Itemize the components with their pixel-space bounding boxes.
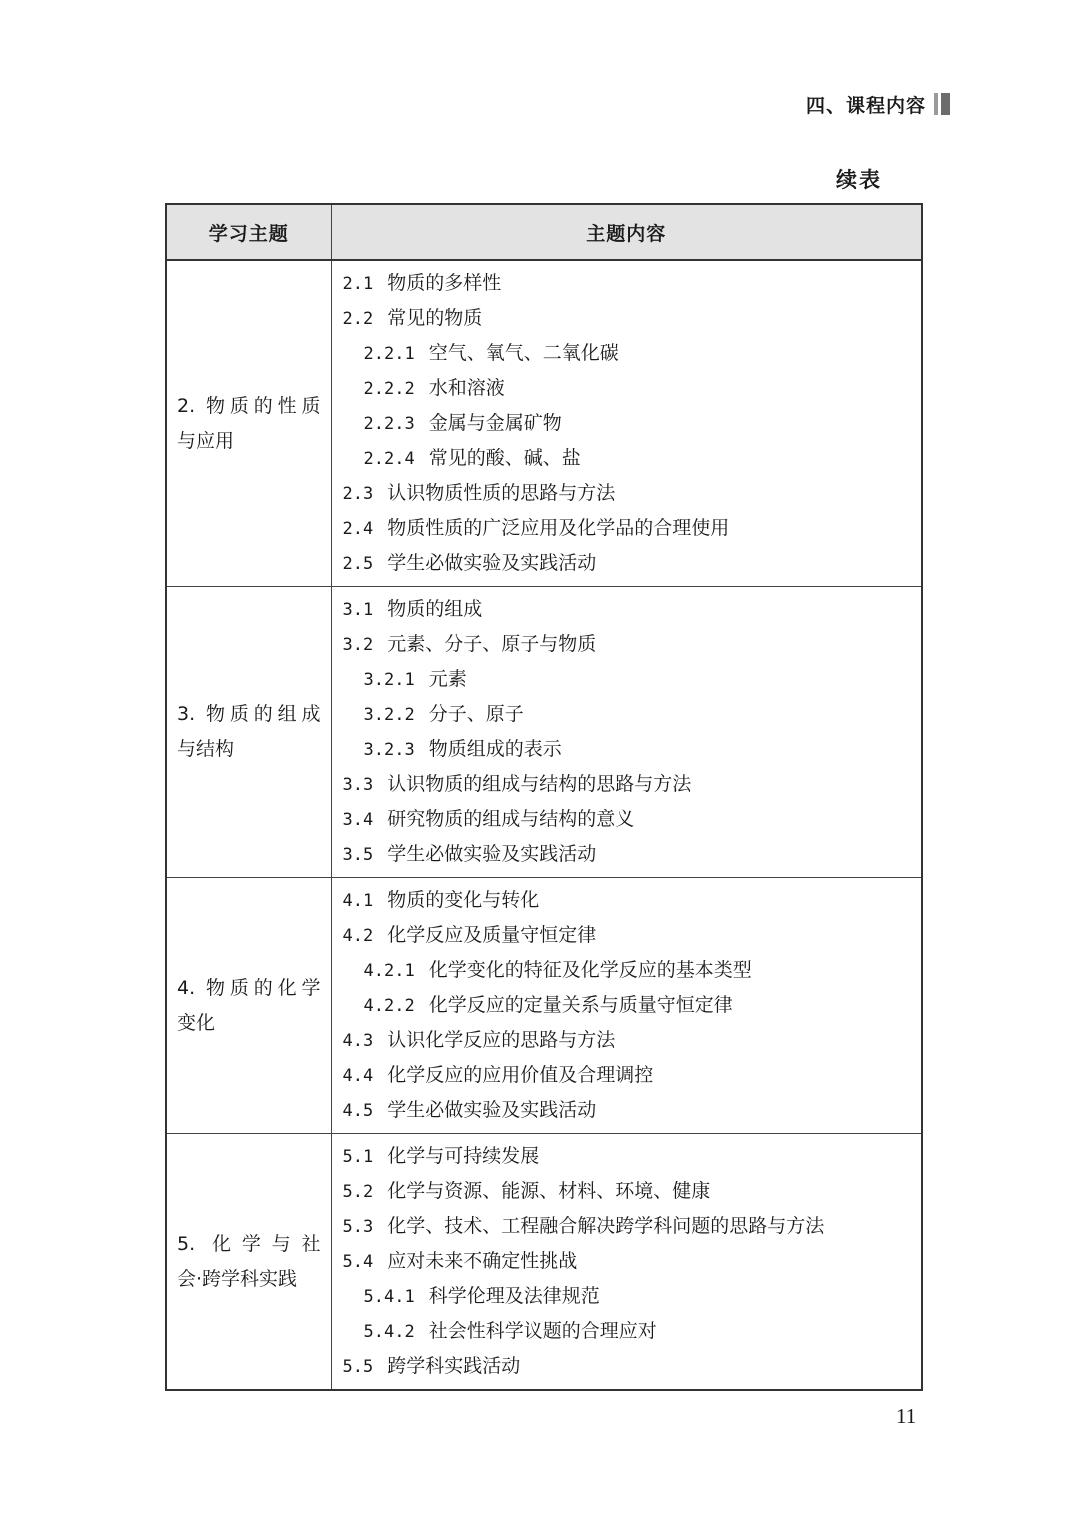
item-text: 认识物质性质的思路与方法	[387, 482, 616, 504]
item-number: 3.2.1	[363, 670, 415, 690]
content-item	[343, 1349, 912, 1384]
header-topic: 学习主题	[166, 204, 331, 260]
content-subitem	[343, 441, 912, 476]
content-table	[165, 203, 923, 1391]
item-text: 跨学科实践活动	[387, 1355, 521, 1377]
content-subitem	[343, 406, 912, 441]
item-number: 4.1	[342, 891, 374, 911]
item-number: 2.2.3	[363, 414, 415, 434]
header-bar-decoration	[934, 93, 950, 115]
content-item	[343, 627, 912, 662]
content-cell	[331, 878, 922, 1134]
content-subitem	[343, 662, 912, 697]
item-text: 研究物质的组成与结构的意义	[387, 808, 635, 830]
item-number: 2.4	[342, 519, 374, 539]
topic-cell	[166, 587, 331, 878]
topic-title-line2: 与结构	[177, 738, 235, 760]
content-cell	[331, 1134, 922, 1391]
item-text: 社会性科学议题的合理应对	[428, 1320, 657, 1342]
item-number: 5.4.2	[363, 1322, 415, 1342]
item-number: 3.2.3	[363, 740, 415, 760]
item-text: 应对未来不确定性挑战	[387, 1250, 578, 1272]
topic-title-line1: 4. 物质的化学	[177, 976, 321, 999]
header-bar-thin	[934, 93, 938, 115]
continued-label: 续表	[836, 168, 882, 192]
topic-title-line1: 2. 物质的性质	[177, 394, 321, 417]
content-item	[343, 1058, 912, 1093]
content-item	[343, 1209, 912, 1244]
topic-title-line2: 与应用	[177, 429, 235, 452]
item-text: 物质的组成	[387, 598, 483, 620]
item-number: 2.3	[342, 484, 374, 504]
item-number: 3.2.2	[363, 705, 415, 725]
content-item	[343, 837, 912, 872]
content-item	[343, 918, 912, 953]
item-text: 物质的变化与转化	[387, 889, 540, 911]
content-subitem	[343, 336, 912, 371]
item-text: 物质性质的广泛应用及化学品的合理使用	[387, 517, 730, 539]
item-text: 化学变化的特征及化学反应的基本类型	[428, 959, 752, 981]
item-number: 5.3	[342, 1217, 374, 1237]
item-text: 元素	[428, 668, 467, 690]
item-text: 化学、技术、工程融合解决跨学科问题的思路与方法	[387, 1215, 825, 1237]
topic-cell	[166, 1134, 331, 1391]
item-text: 化学与可持续发展	[387, 1145, 540, 1167]
page-number: 11	[896, 1404, 917, 1428]
item-number: 2.1	[342, 274, 374, 294]
item-number: 4.5	[342, 1101, 374, 1121]
item-text: 化学反应的定量关系与质量守恒定律	[428, 994, 733, 1016]
item-number: 5.2	[342, 1182, 374, 1202]
table-row	[166, 878, 922, 1134]
topic-cell	[166, 260, 331, 587]
content-item	[343, 1093, 912, 1128]
item-number: 4.2.2	[363, 996, 415, 1016]
content-cell	[331, 260, 922, 587]
content-item	[343, 1174, 912, 1209]
item-number: 5.5	[342, 1357, 374, 1377]
item-number: 5.4	[342, 1252, 374, 1272]
content-item	[343, 301, 912, 336]
item-number: 2.2.2	[363, 379, 415, 399]
item-number: 2.5	[342, 554, 374, 574]
item-text: 学生必做实验及实践活动	[387, 1099, 597, 1121]
content-subitem	[343, 953, 912, 988]
content-item	[343, 266, 912, 301]
item-number: 4.4	[342, 1066, 374, 1086]
item-text: 化学反应的应用价值及合理调控	[387, 1064, 654, 1086]
content-subitem	[343, 1279, 912, 1314]
item-number: 3.3	[342, 775, 374, 795]
item-text: 化学反应及质量守恒定律	[387, 924, 597, 946]
table-header-row	[166, 204, 922, 260]
content-item	[343, 1139, 912, 1174]
item-number: 3.4	[342, 810, 374, 830]
content-item	[343, 546, 912, 581]
running-header	[806, 90, 950, 118]
content-item	[343, 1244, 912, 1279]
topic-title-line2: 会·跨学科实践	[177, 1267, 298, 1290]
item-text: 分子、原子	[428, 703, 524, 725]
content-cell	[331, 587, 922, 878]
table-row	[166, 1134, 922, 1391]
item-text: 学生必做实验及实践活动	[387, 552, 597, 574]
content-item	[343, 802, 912, 837]
item-text: 科学伦理及法律规范	[428, 1285, 600, 1307]
header-bar-thick	[941, 93, 950, 115]
table-row	[166, 260, 922, 587]
item-text: 学生必做实验及实践活动	[387, 843, 597, 865]
item-number: 4.2	[342, 926, 374, 946]
item-number: 5.1	[342, 1147, 374, 1167]
item-number: 2.2.1	[363, 344, 415, 364]
item-text: 空气、氧气、二氧化碳	[428, 342, 619, 364]
item-number: 4.2.1	[363, 961, 415, 981]
content-item	[343, 883, 912, 918]
content-item	[343, 476, 912, 511]
item-number: 5.4.1	[363, 1287, 415, 1307]
topic-title-line1: 5. 化学与社	[177, 1232, 321, 1255]
item-text: 元素、分子、原子与物质	[387, 633, 597, 655]
item-text: 物质组成的表示	[428, 738, 562, 760]
content-item	[343, 511, 912, 546]
content-subitem	[343, 1314, 912, 1349]
running-header-title: 四、课程内容	[805, 94, 926, 117]
content-item	[343, 592, 912, 627]
content-subitem	[343, 732, 912, 767]
content-subitem	[343, 988, 912, 1023]
item-text: 认识物质的组成与结构的思路与方法	[387, 773, 692, 795]
item-text: 金属与金属矿物	[428, 412, 562, 434]
item-text: 物质的多样性	[387, 272, 502, 294]
item-number: 4.3	[342, 1031, 374, 1051]
item-number: 3.1	[342, 600, 374, 620]
item-text: 常见的酸、碱、盐	[428, 447, 581, 469]
content-subitem	[343, 371, 912, 406]
content-subitem	[343, 697, 912, 732]
table-row	[166, 587, 922, 878]
topic-title-line1: 3. 物质的组成	[177, 703, 321, 725]
item-number: 2.2.4	[363, 449, 415, 469]
item-text: 水和溶液	[428, 377, 505, 399]
content-item	[343, 1023, 912, 1058]
item-number: 3.2	[342, 635, 374, 655]
content-item	[343, 767, 912, 802]
item-number: 2.2	[342, 309, 374, 329]
header-content: 主题内容	[331, 204, 922, 260]
topic-title-line2: 变化	[177, 1011, 216, 1034]
item-text: 认识化学反应的思路与方法	[387, 1029, 616, 1051]
item-text: 常见的物质	[387, 307, 483, 329]
item-number: 3.5	[342, 845, 374, 865]
table-body	[166, 260, 922, 1390]
topic-cell	[166, 878, 331, 1134]
item-text: 化学与资源、能源、材料、环境、健康	[387, 1180, 711, 1202]
